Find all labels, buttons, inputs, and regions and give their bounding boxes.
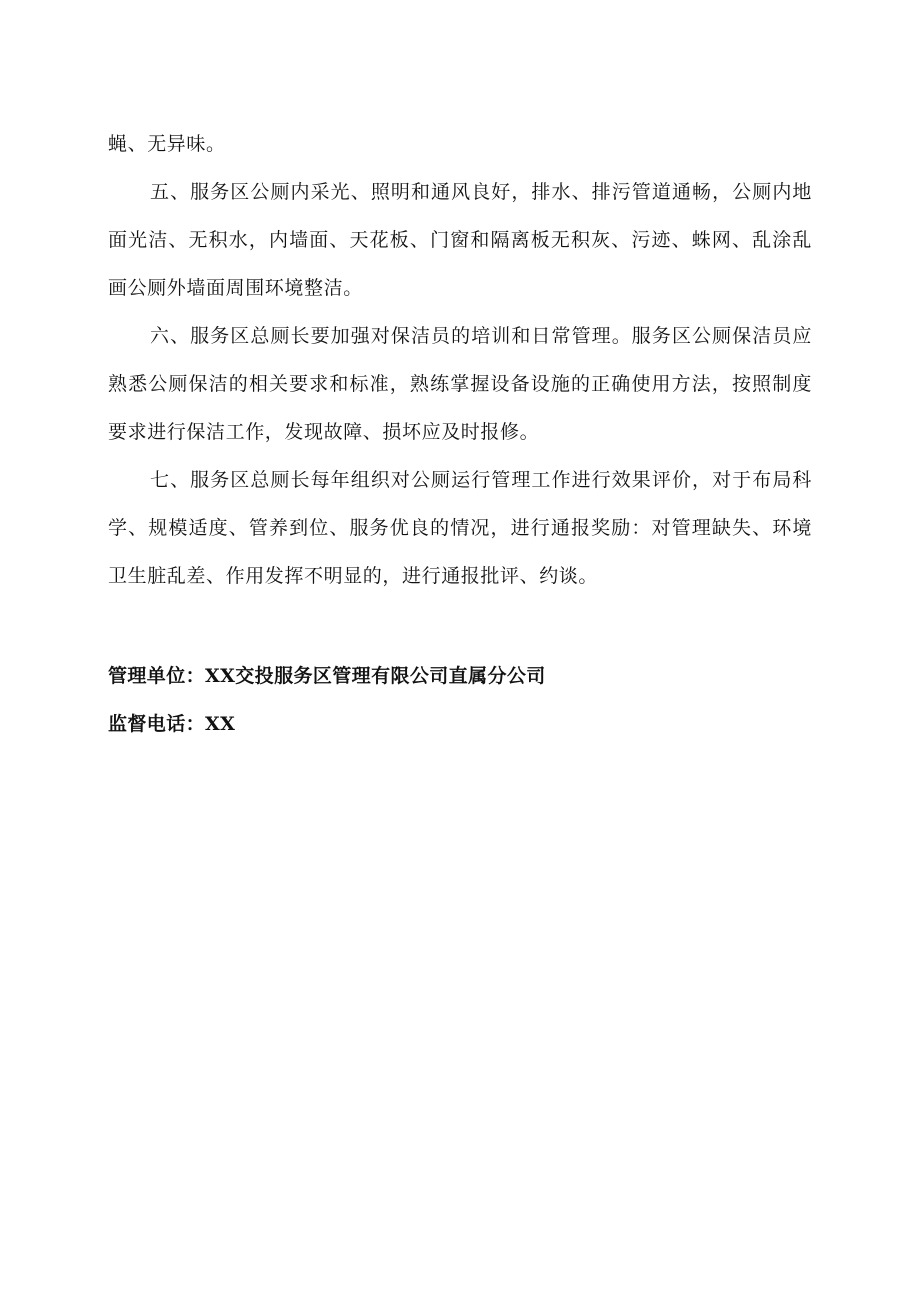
paragraph-6: 六、服务区总厕长要加强对保洁员的培训和日常管理。服务区公厕保洁员应熟悉公厕保洁的相关要求和标准，熟练掌握设备设施的正确使用方法，按照制度要求进行保洁工作，发现故障、损坏应及时报修。 (108, 325, 812, 443)
supervision-phone: 监督电话：XX (108, 713, 236, 735)
body-text (108, 120, 812, 600)
paragraph-7: 七、服务区总厕长每年组织对公厕运行管理工作进行效果评价，对于布局科学、规模适度、管养到位、服务优良的情况，进行通报奖励：对管理缺失、环境卫生脏乱差、作用发挥不明显的，进行通报批评、约谈。 (108, 469, 812, 587)
paragraph-continuation: 蝇、无异味。 (108, 133, 226, 155)
management-unit: 管理单位：XX交投服务区管理有限公司直属分公司 (108, 665, 546, 687)
paragraph-5: 五、服务区公厕内采光、照明和通风良好，排水、排污管道通畅，公厕内地面光洁、无积水，内墙面、天花板、门窗和隔离板无积灰、污迹、蛛网、乱涂乱画公厕外墙面周围环境整洁。 (108, 181, 812, 299)
